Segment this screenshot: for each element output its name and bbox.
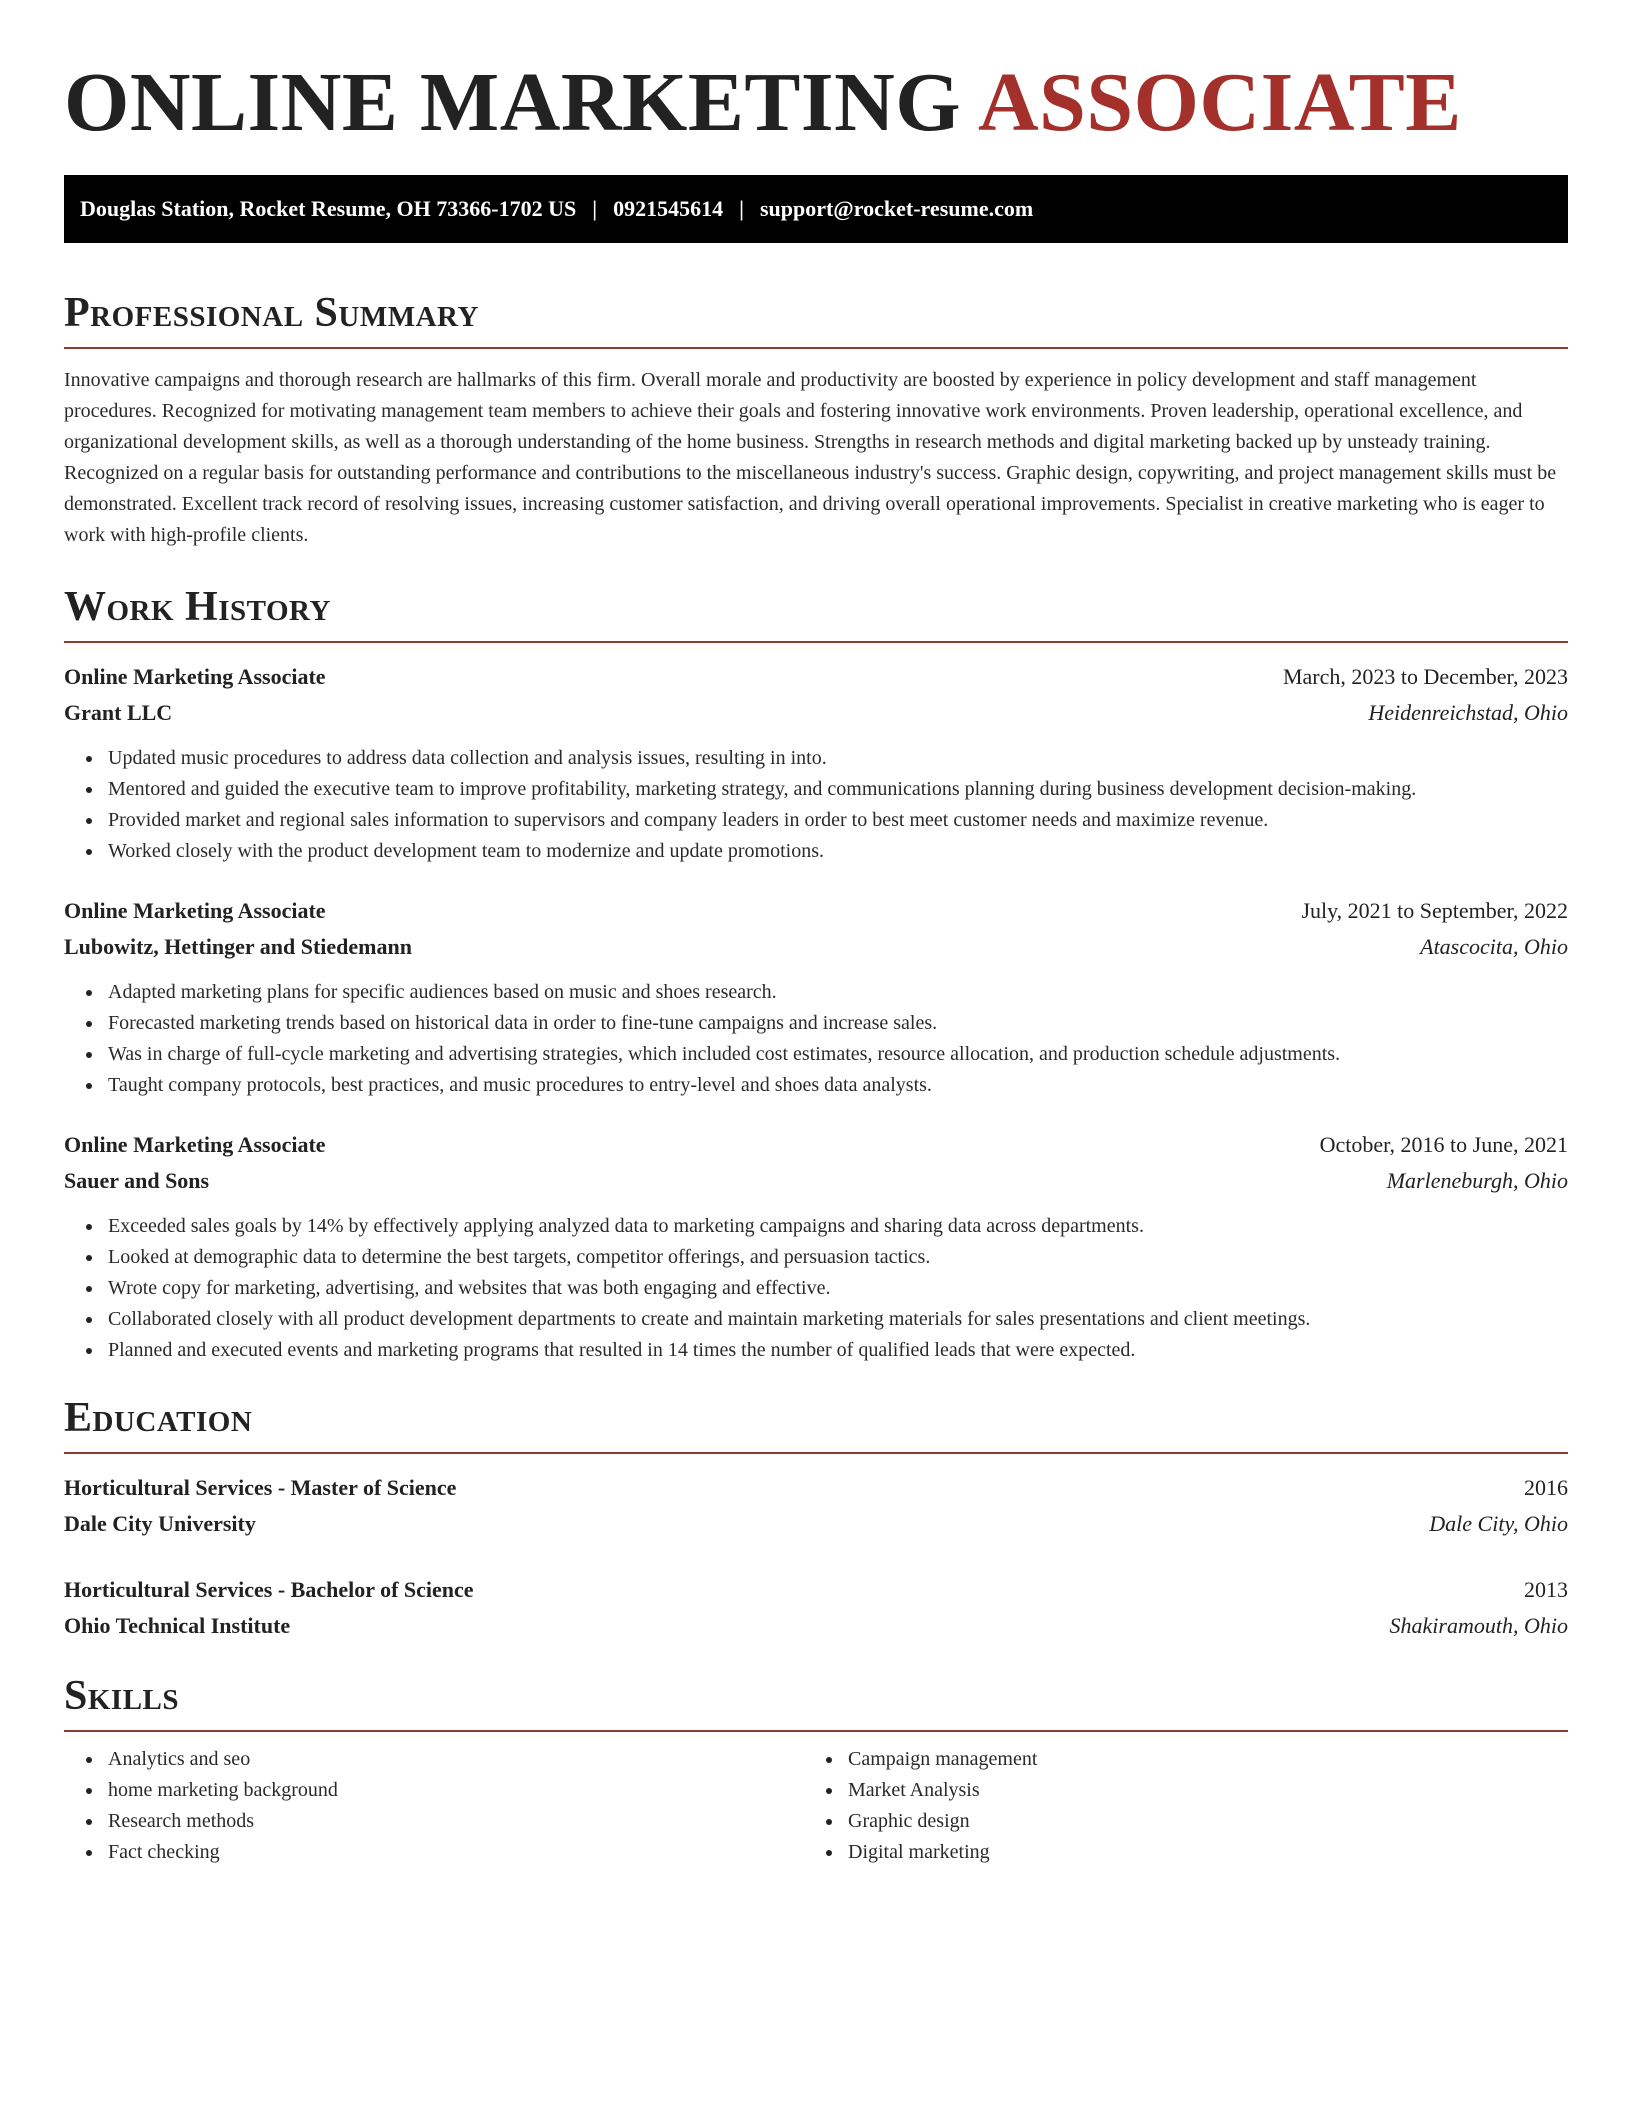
skills-grid	[64, 1744, 1568, 1868]
education-entry	[64, 1572, 1568, 1644]
list-item: Looked at demographic data to determine the best targets, competitor offerings, and persuasion tactics.	[86, 1242, 1568, 1273]
job-subheader	[64, 695, 1568, 731]
skill-item: Market Analysis	[826, 1775, 1544, 1806]
job-header	[64, 1127, 1568, 1163]
resume-page	[64, 0, 1568, 1868]
list-item: Exceeded sales goals by 14% by effectively applying analyzed data to marketing campaigns and sharing data across departments.	[86, 1211, 1568, 1242]
education-year: 2013	[1524, 1577, 1568, 1602]
contact-separator: |	[592, 196, 598, 221]
summary-heading: Professional Summary	[64, 287, 1568, 349]
job-location: Marleneburgh, Ohio	[1386, 1168, 1568, 1193]
education-degree: Horticultural Services - Master of Science	[64, 1475, 457, 1500]
job-header	[64, 659, 1568, 695]
education-degree: Horticultural Services - Bachelor of Science	[64, 1577, 474, 1602]
job-title: Online Marketing Associate	[64, 664, 326, 689]
skill-item: Digital marketing	[826, 1837, 1544, 1868]
job-title: Online Marketing Associate	[64, 1132, 326, 1157]
skill-item: Research methods	[86, 1806, 804, 1837]
job-company: Lubowitz, Hettinger and Stiedemann	[64, 934, 412, 959]
job-bullets	[64, 1211, 1568, 1366]
work-section	[64, 581, 1568, 1366]
education-year: 2016	[1524, 1475, 1568, 1500]
skills-list-left	[64, 1744, 804, 1868]
job-location: Heidenreichstad, Ohio	[1368, 700, 1568, 725]
job-subheader	[64, 929, 1568, 965]
contact-bar	[64, 175, 1568, 243]
work-heading: Work History	[64, 581, 1568, 643]
list-item: Wrote copy for marketing, advertising, and websites that was both engaging and effective.	[86, 1273, 1568, 1304]
education-school: Dale City University	[64, 1511, 256, 1536]
education-header	[64, 1470, 1568, 1506]
resume-title	[64, 58, 1568, 148]
skills-section	[64, 1670, 1568, 1868]
education-header	[64, 1572, 1568, 1608]
job-entry	[64, 659, 1568, 867]
contact-phone: 0921545614	[613, 196, 724, 221]
job-header	[64, 893, 1568, 929]
education-school: Ohio Technical Institute	[64, 1613, 291, 1638]
education-subheader	[64, 1608, 1568, 1644]
job-bullets	[64, 977, 1568, 1101]
education-subheader	[64, 1506, 1568, 1542]
contact-separator: |	[739, 196, 744, 221]
job-bullets	[64, 743, 1568, 867]
contact-email[interactable]: support@rocket-resume.com	[759, 196, 1034, 221]
job-dates: March, 2023 to December, 2023	[1282, 664, 1568, 689]
education-location: Shakiramouth, Ohio	[1389, 1613, 1568, 1638]
skill-item: Analytics and seo	[86, 1744, 804, 1775]
education-heading: Education	[64, 1392, 1568, 1454]
job-dates: October, 2016 to June, 2021	[1319, 1132, 1568, 1157]
skills-list-right	[804, 1744, 1544, 1868]
job-subheader	[64, 1163, 1568, 1199]
job-entry	[64, 893, 1568, 1101]
list-item: Adapted marketing plans for specific audiences based on music and shoes research.	[86, 977, 1568, 1008]
list-item: Mentored and guided the executive team to improve profitability, marketing strategy, and communications planning during business development decision-making.	[86, 774, 1568, 805]
list-item: Worked closely with the product development team to modernize and update promotions.	[86, 836, 1568, 867]
list-item: Updated music procedures to address data collection and analysis issues, resulting in into.	[86, 743, 1568, 774]
contact-address: Douglas Station, Rocket Resume, OH 73366-1702 US	[80, 196, 577, 221]
job-dates: July, 2021 to September, 2022	[1301, 898, 1568, 923]
skill-item: Campaign management	[826, 1744, 1544, 1775]
list-item: Provided market and regional sales information to supervisors and company leaders in order to best meet customer needs and maximize revenue.	[86, 805, 1568, 836]
education-location: Dale City, Ohio	[1429, 1511, 1568, 1536]
title-accent: ASSOCIATE	[977, 56, 1462, 149]
list-item: Collaborated closely with all product development departments to create and maintain marketing materials for sales presentations and client meetings.	[86, 1304, 1568, 1335]
list-item: Was in charge of full-cycle marketing and advertising strategies, which included cost estimates, resource allocation, and production schedule adjustments.	[86, 1039, 1568, 1070]
skill-item: Graphic design	[826, 1806, 1544, 1837]
list-item: Planned and executed events and marketing programs that resulted in 14 times the number of qualified leads that were expected.	[86, 1335, 1568, 1366]
list-item: Taught company protocols, best practices, and music procedures to entry-level and shoes data analysts.	[86, 1070, 1568, 1101]
list-item: Forecasted marketing trends based on historical data in order to fine-tune campaigns and increase sales.	[86, 1008, 1568, 1039]
skill-item: Fact checking	[86, 1837, 804, 1868]
job-company: Sauer and Sons	[64, 1168, 210, 1193]
education-entry	[64, 1470, 1568, 1542]
job-company: Grant LLC	[64, 700, 173, 725]
title-main: ONLINE MARKETING	[64, 56, 962, 149]
skills-heading: Skills	[64, 1670, 1568, 1732]
summary-section	[64, 287, 1568, 551]
job-entry	[64, 1127, 1568, 1366]
skill-item: home marketing background	[86, 1775, 804, 1806]
education-section	[64, 1392, 1568, 1644]
summary-text: Innovative campaigns and thorough research are hallmarks of this firm. Overall morale and productivity are boosted by experience in policy development and staff management procedures. Recognized for motivating management team members to achieve their goals and fostering innovative work environments. Proven leadership, operational excellence, and organizational development skills, as well as a thorough understanding of the home business. Strengths in research methods and digital marketing backed up by unsteady training. Recognized on a regular basis for outstanding performance and contributions to the miscellaneous industry's success. Graphic design, copywriting, and project management skills must be demonstrated. Excellent track record of resolving issues, increasing customer satisfaction, and driving overall operational improvements. Specialist in creative marketing who is eager to work with high-profile clients.	[64, 369, 1557, 546]
job-location: Atascocita, Ohio	[1420, 934, 1568, 959]
job-title: Online Marketing Associate	[64, 898, 326, 923]
